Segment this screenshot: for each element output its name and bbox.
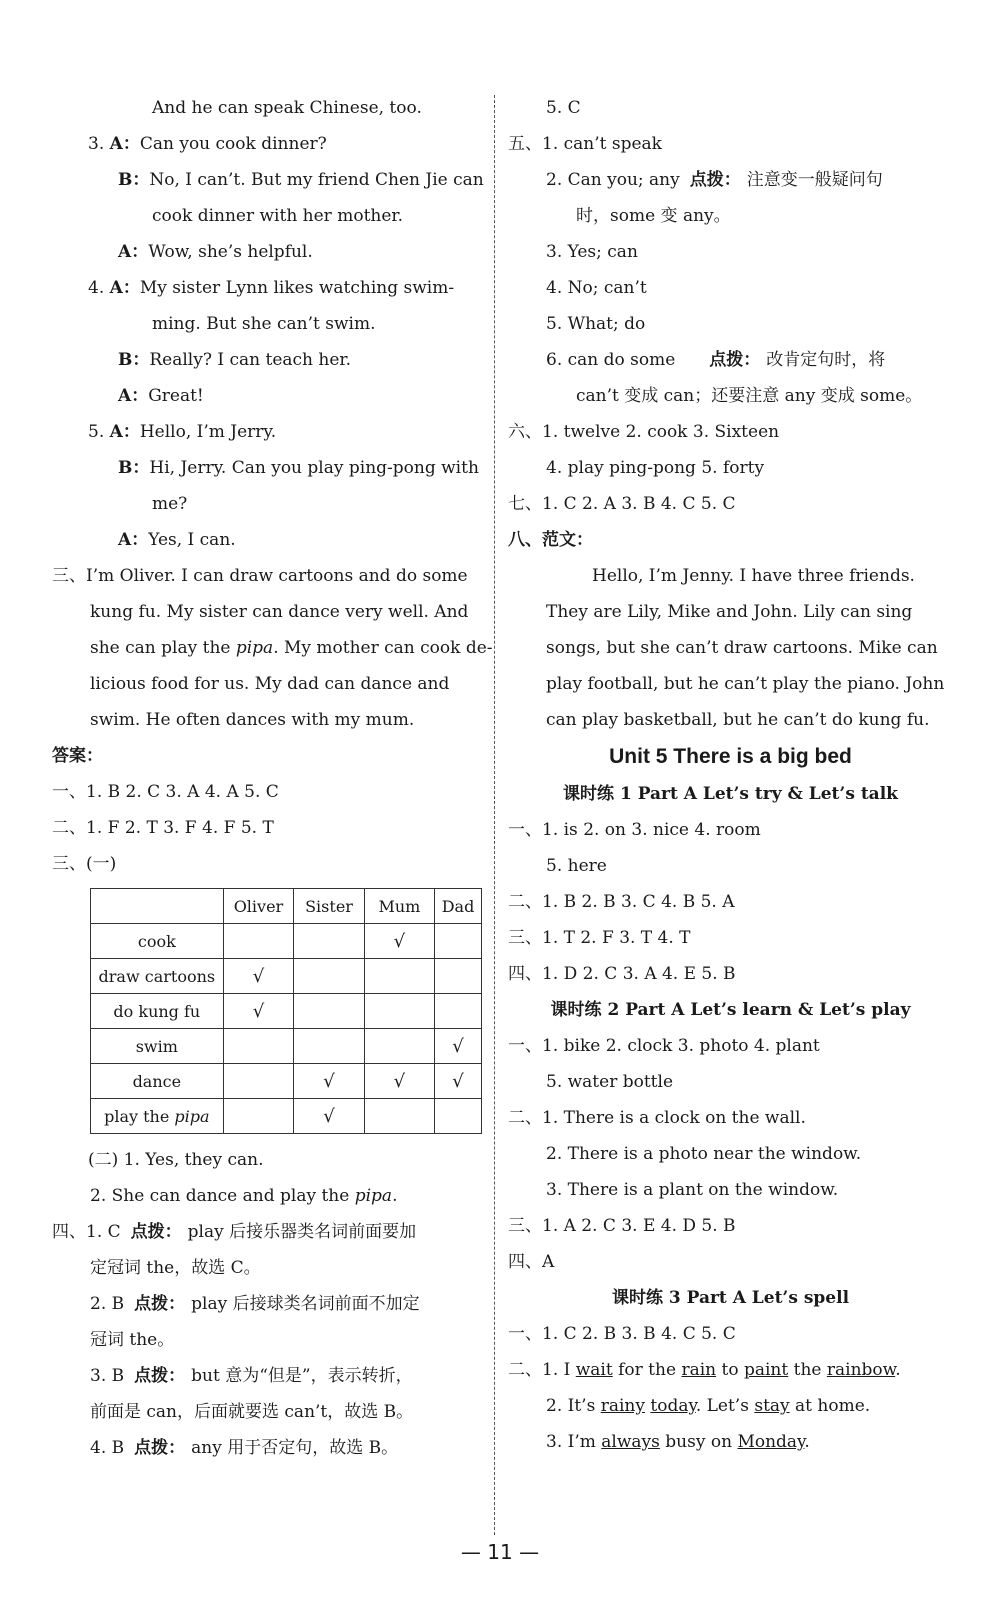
check-cell: √ — [223, 994, 294, 1029]
answer-line: 七、1. C 2. A 3. B 4. C 5. C — [508, 494, 736, 514]
check-cell — [223, 1099, 294, 1134]
underlined-word: rainy — [600, 1396, 645, 1416]
answer-text: busy on — [659, 1432, 738, 1452]
answer-text: 1. can’t speak — [542, 134, 662, 154]
check-cell — [223, 1029, 294, 1064]
answer-choice: 2. B — [90, 1294, 125, 1314]
dialogue-line: me? — [152, 494, 188, 514]
answer-line: 2. There is a photo near the window. — [546, 1144, 862, 1164]
item-number: 5. — [88, 422, 105, 442]
answer-text: 二、1. I — [508, 1360, 576, 1380]
answer-line: 二、1. There is a clock on the wall. — [508, 1108, 806, 1128]
check-cell — [223, 1064, 294, 1099]
tip-text: but 意为“但是”，表示转折， — [191, 1366, 413, 1386]
right-column — [508, 90, 953, 1460]
passage-line: swim. He often dances with my mum. — [90, 710, 415, 730]
lesson-heading: 课时练 3 Part A Let’s spell — [611, 1288, 850, 1308]
answer-line: 六、1. twelve 2. cook 3. Sixteen — [508, 422, 780, 442]
table-row — [91, 1099, 482, 1134]
dialogue-line — [52, 270, 482, 306]
tip-label: 点拨： — [134, 1294, 186, 1314]
section-label: 五、 — [508, 134, 542, 154]
dialogue-line — [52, 522, 482, 558]
dialogue-line — [52, 342, 482, 378]
row-label: cook — [91, 924, 224, 959]
dialogue-text: Wow, she’s helpful. — [148, 242, 313, 262]
answer-line: 一、1. bike 2. clock 3. photo 4. plant — [508, 1036, 820, 1056]
underlined-word: stay — [754, 1396, 790, 1416]
unit-title: Unit 5 There is a big bed — [609, 745, 852, 768]
column-divider — [494, 95, 495, 1535]
answer-line: 4. play ping-pong 5. forty — [546, 458, 765, 478]
answer-line: 3. There is a plant on the window. — [546, 1180, 839, 1200]
answer-line: 四、1. D 2. C 3. A 4. E 5. B — [508, 964, 736, 984]
page-number: — 11 — — [460, 1540, 540, 1564]
answer-choice: 4. B — [90, 1438, 125, 1458]
dialogue-text: My sister Lynn likes watching swim- — [139, 278, 455, 298]
tip-label: 点拨： — [134, 1438, 186, 1458]
speaker-label: A： — [109, 422, 140, 442]
answer-text: 2. Can you; any — [546, 170, 680, 190]
answer-line: 定冠词 the，故选 C。 — [90, 1258, 261, 1278]
row-label-text: play the — [104, 1106, 175, 1126]
essay-line: songs, but she can’t draw cartoons. Mike can — [546, 638, 938, 658]
check-cell — [294, 1029, 365, 1064]
answer-line: 5. C — [546, 98, 581, 118]
check-cell — [364, 959, 434, 994]
lesson-heading: 课时练 2 Part A Let’s learn & Let’s play — [550, 1000, 911, 1020]
table-header-cell: Dad — [435, 889, 482, 924]
speaker-label: A： — [118, 530, 149, 550]
dialogue-line — [52, 450, 482, 486]
answer-line — [508, 126, 953, 162]
answers-heading: 答案： — [52, 746, 103, 766]
underlined-word: rain — [681, 1360, 717, 1380]
answer-line — [508, 1388, 953, 1424]
underlined-word: always — [601, 1432, 660, 1452]
answer-line: 二、1. F 2. T 3. F 4. F 5. T — [52, 818, 274, 838]
underlined-word: wait — [575, 1360, 613, 1380]
check-cell — [223, 924, 294, 959]
table-header-cell: Oliver — [223, 889, 294, 924]
essay-line: play football, but he can’t play the piano. John — [546, 674, 945, 694]
essay-line: can play basketball, but he can’t do kung fu. — [546, 710, 930, 730]
answer-text: at home. — [789, 1396, 871, 1416]
answer-line — [52, 1358, 482, 1394]
underlined-word: rainbow — [826, 1360, 896, 1380]
row-label: do kung fu — [91, 994, 224, 1029]
answer-text: the — [788, 1360, 827, 1380]
speaker-label: B： — [118, 350, 150, 370]
underlined-word: paint — [743, 1360, 789, 1380]
table-row — [91, 924, 482, 959]
answer-line: 5. here — [546, 856, 607, 876]
answer-line: 前面是 can，后面就要选 can’t，故选 B。 — [90, 1402, 414, 1422]
ability-table — [90, 888, 482, 1134]
tip-text: play 后接乐器类名词前面要加 — [187, 1222, 417, 1242]
answer-text: . Let’s — [695, 1396, 755, 1416]
dialogue-line: And he can speak Chinese, too. — [152, 98, 422, 118]
check-cell — [294, 994, 365, 1029]
answer-line: 四、A — [508, 1252, 555, 1272]
tip-label: 点拨： — [134, 1366, 186, 1386]
underlined-word: today — [650, 1396, 696, 1416]
dialogue-line: ming. But she can’t swim. — [152, 314, 376, 334]
dialogue-text: Can you cook dinner? — [139, 134, 327, 154]
tip-text: 注意变一般疑问句 — [746, 170, 883, 190]
answer-line: 三、(一) — [52, 854, 117, 874]
dialogue-line: cook dinner with her mother. — [152, 206, 404, 226]
passage-text: I’m Oliver. I can draw cartoons and do some — [86, 566, 468, 586]
check-cell — [294, 959, 365, 994]
row-label: draw cartoons — [91, 959, 224, 994]
underlined-word: Monday — [737, 1432, 805, 1452]
check-cell — [435, 959, 482, 994]
answer-line — [508, 1424, 953, 1460]
answer-line: 5. What; do — [546, 314, 646, 334]
dialogue-line — [52, 414, 482, 450]
table-header-row — [91, 889, 482, 924]
check-cell: √ — [294, 1064, 365, 1099]
dialogue-line — [52, 162, 482, 198]
dialogue-line — [52, 234, 482, 270]
check-cell — [364, 1099, 434, 1134]
answer-text: . — [804, 1432, 810, 1452]
passage-line — [52, 558, 482, 594]
answer-choice: 3. B — [90, 1366, 125, 1386]
dialogue-text: Hello, I’m Jerry. — [139, 422, 277, 442]
check-cell — [294, 924, 365, 959]
answer-text: for the — [612, 1360, 682, 1380]
check-cell — [435, 924, 482, 959]
answer-line: 三、1. A 2. C 3. E 4. D 5. B — [508, 1216, 736, 1236]
answer-line: 三、1. T 2. F 3. T 4. T — [508, 928, 691, 948]
answer-line: 一、1. is 2. on 3. nice 4. room — [508, 820, 761, 840]
answer-line: 一、1. C 2. B 3. B 4. C 5. C — [508, 1324, 736, 1344]
check-cell: √ — [223, 959, 294, 994]
answer-line — [52, 1430, 482, 1466]
answer-line — [52, 1214, 482, 1250]
passage-line: licious food for us. My dad can dance and — [90, 674, 450, 694]
answer-choice: 1. C — [86, 1222, 121, 1242]
row-label — [91, 1099, 224, 1134]
answer-text: 2. She can dance and play the — [90, 1186, 355, 1206]
answer-line: 4. No; can’t — [546, 278, 647, 298]
lesson-heading: 课时练 1 Part A Let’s try & Let’s talk — [563, 784, 898, 804]
essay-line: Hello, I’m Jenny. I have three friends. — [592, 566, 915, 586]
row-label: swim — [91, 1029, 224, 1064]
dialogue-line — [52, 126, 482, 162]
check-cell — [435, 994, 482, 1029]
check-cell: √ — [294, 1099, 365, 1134]
speaker-label: A： — [118, 242, 149, 262]
passage-line — [52, 630, 493, 666]
speaker-label: A： — [109, 278, 140, 298]
table-row — [91, 1064, 482, 1099]
section-label: 四、 — [52, 1222, 86, 1242]
tip-text: play 后接球类名词前面不加定 — [191, 1294, 420, 1314]
answer-line: 3. Yes; can — [546, 242, 638, 262]
italic-word: pipa — [174, 1106, 210, 1126]
answer-line — [508, 162, 953, 198]
answer-line — [508, 1352, 953, 1388]
answer-text: 6. can do some — [546, 350, 676, 370]
answer-text: 2. It’s — [546, 1396, 601, 1416]
dialogue-text: No, I can’t. But my friend Chen Jie can — [149, 170, 484, 190]
dialogue-line — [52, 378, 482, 414]
table-header-cell: Mum — [364, 889, 434, 924]
passage-text: . My mother can cook de- — [273, 638, 493, 658]
check-cell: √ — [435, 1064, 482, 1099]
section-heading: 八、范文： — [508, 530, 593, 550]
table-header-cell — [91, 889, 224, 924]
check-cell: √ — [364, 924, 434, 959]
check-cell — [435, 1099, 482, 1134]
check-cell — [364, 1029, 434, 1064]
tip-label: 点拨： — [130, 1222, 182, 1242]
answer-text: . — [392, 1186, 398, 1206]
dialogue-text: Great! — [148, 386, 204, 406]
passage-line: kung fu. My sister can dance very well. And — [90, 602, 469, 622]
answer-line: 一、1. B 2. C 3. A 4. A 5. C — [52, 782, 279, 802]
table-row — [91, 959, 482, 994]
answer-line: 二、1. B 2. B 3. C 4. B 5. A — [508, 892, 735, 912]
item-number: 3. — [88, 134, 105, 154]
table-row — [91, 1029, 482, 1064]
tip-text: any 用于否定句，故选 B。 — [191, 1438, 399, 1458]
answer-text: . — [895, 1360, 901, 1380]
dialogue-text: Hi, Jerry. Can you play ping-pong with — [149, 458, 479, 478]
essay-line: They are Lily, Mike and John. Lily can sing — [546, 602, 913, 622]
answer-line: 时，some 变 any。 — [576, 206, 731, 226]
table-row — [91, 994, 482, 1029]
section-label: 三、 — [52, 566, 86, 586]
dialogue-text: Really? I can teach her. — [149, 350, 352, 370]
check-cell: √ — [364, 1064, 434, 1099]
answer-line — [52, 1286, 482, 1322]
tip-text: 改肯定句时，将 — [766, 350, 886, 370]
tip-label: 点拨： — [689, 170, 741, 190]
tip-label: 点拨： — [709, 350, 761, 370]
speaker-label: B： — [118, 170, 150, 190]
answer-line: can’t 变成 can；还要注意 any 变成 some。 — [576, 386, 923, 406]
speaker-label: B： — [118, 458, 150, 478]
answer-text: to — [716, 1360, 744, 1380]
answer-line: (二) 1. Yes, they can. — [88, 1150, 264, 1170]
italic-word: pipa — [354, 1186, 393, 1206]
passage-text: she can play the — [90, 638, 236, 658]
check-cell: √ — [435, 1029, 482, 1064]
dialogue-text: Yes, I can. — [148, 530, 236, 550]
answer-line: 5. water bottle — [546, 1072, 674, 1092]
left-column — [52, 90, 493, 1466]
check-cell — [364, 994, 434, 1029]
speaker-label: A： — [109, 134, 140, 154]
answer-line — [52, 1178, 482, 1214]
italic-word: pipa — [235, 638, 274, 658]
speaker-label: A： — [118, 386, 149, 406]
row-label: dance — [91, 1064, 224, 1099]
answer-line — [508, 342, 953, 378]
item-number: 4. — [88, 278, 105, 298]
answer-text: 3. I’m — [546, 1432, 602, 1452]
table-header-cell: Sister — [294, 889, 365, 924]
answer-line: 冠词 the。 — [90, 1330, 175, 1350]
